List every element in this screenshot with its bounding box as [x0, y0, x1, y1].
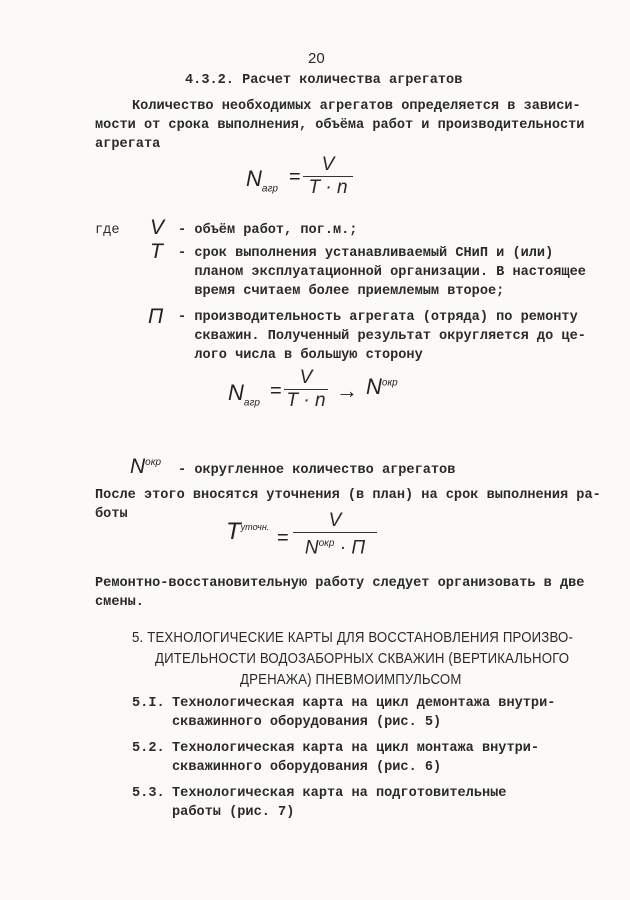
def-line: время считаем более приемлемым второе;	[178, 284, 505, 299]
symbol-t: T	[150, 240, 163, 263]
body-line: боты	[95, 507, 128, 522]
section-5-title: ДИТЕЛЬНОСТИ ВОДОЗАБОРНЫХ СКВАЖИН (ВЕРТИКАЛЬНОГО	[155, 650, 570, 667]
intro-line: Количество необходимых агрегатов определяется в зависи-	[132, 99, 581, 114]
where-label: где	[95, 223, 120, 238]
symbol-n-okr: $N^{окр}$	[130, 455, 162, 478]
body-line: смены.	[95, 595, 144, 610]
def-line: - срок выполнения устанавливаемый СНиП и (или)	[178, 246, 554, 261]
section-5-title: 5. ТЕХНОЛОГИЧЕСКИЕ КАРТЫ ДЛЯ ВОССТАНОВЛЕНИЯ ПРОИЗВО-	[132, 629, 574, 646]
intro-line: агрегата	[95, 137, 161, 152]
def-line: - производительность агрегата (отряда) по ремонту	[178, 310, 578, 325]
intro-line: мости от срока выполнения, объёма работ и производительности	[95, 118, 585, 133]
section-heading: 4.3.2. Расчет количества агрегатов	[185, 73, 463, 88]
def-line: - объём работ, пог.м.;	[178, 223, 358, 238]
body-line: Ремонтно-восстановительную работу следует организовать в две	[95, 576, 585, 591]
symbol-v: V	[150, 216, 165, 239]
section-5-title: ДРЕНАЖА) ПНЕВМОИМПУЛЬСОМ	[240, 671, 462, 688]
body-line: После этого вносятся уточнения (в план) на срок выполнения ра-	[95, 488, 601, 503]
def-line: скважин. Полученный результат округляется до це-	[178, 329, 586, 344]
page-number: 20	[308, 50, 325, 67]
symbol-p: П	[148, 305, 164, 328]
def-line: планом эксплуатационной организации. В настоящее	[178, 265, 586, 280]
def-line: лого числа в большую сторону	[178, 348, 423, 363]
def-line: - округленное количество агрегатов	[178, 463, 456, 478]
